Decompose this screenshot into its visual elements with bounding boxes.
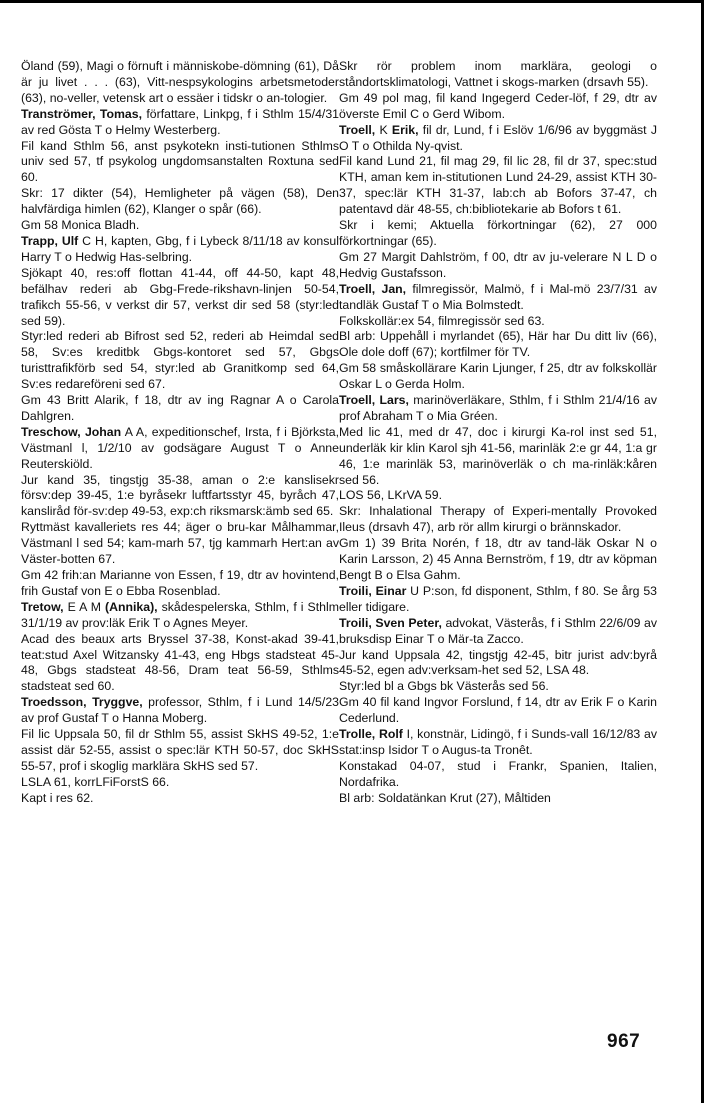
entry-paragraph — [21, 218, 339, 234]
entry-text: Gm 1) 39 Brita Norén, f 18, dtr av tand-läk Oskar N o Karin Larsson, 2) 45 Anna Bernström, f 19, dtr av köpman Bengt B o Elsa Gahm. — [339, 536, 657, 582]
entry-paragraph — [21, 393, 339, 425]
entry-text: Sjökapt 40, res:off flottan 41-44, off 44-50, kapt 48, befälhav rederi ab Gbg-Frede-rikshavn-linjen 50-54, trafikch 55-56, v verkst dir 57, verkst dir sed 58 (styr:led sed 59). — [21, 265, 339, 328]
entry-paragraph — [339, 218, 657, 250]
biography-entry — [21, 600, 339, 632]
entry-paragraph — [339, 504, 657, 536]
entry-text: Acad des beaux arts Bryssel 37-38, Konst-akad 39-41, teat:stud Axel Witzansky 41-43, eng Hbgs stadsteat 45-48, Gbgs stadsteat 48-56, Dram teat 56-59, Sthlms stadsteat sed 60. — [21, 631, 339, 694]
page-number: 967 — [607, 1031, 641, 1052]
entry-text: Jur kand 35, tingstjg 35-38, aman o 2:e kanslisekr försv:dep 39-45, 1:e byråsekr luftfartsstyr 45, byråch 47, kanslіråd för-sv:dep 49-53, exp:ch riksmarsk:ämb sed 65. — [21, 472, 339, 519]
entry-text: C H, kapten, Gbg, f i Lybeck 8/11/18 av konsul Harry T o Hedwig Has-selbring. — [21, 233, 339, 264]
entry-paragraph — [21, 568, 339, 600]
biography-entry — [339, 282, 657, 314]
entry-text: advokat, Västerås, f i Sthlm 22/6/09 av bruksdisp Einar T o Mär-ta Zacco. — [339, 615, 657, 646]
entry-text: A A, expeditionschef, Irsta, f i Björksta, Västmanl l, 1/2/10 av godsägare August T o Anne Reuterskiöld. — [21, 424, 340, 471]
entry-name: Tranströmer, Tomas, — [21, 106, 142, 121]
entry-text: Skr: Inhalational Therapy of Experi-mentally Provoked Ileus (drsavh 47), arb rör allm kirurgi o brännskador. — [339, 504, 657, 535]
entry-paragraph — [21, 520, 339, 568]
entry-paragraph — [339, 648, 657, 680]
entry-name: Troili, Einar — [339, 583, 407, 598]
entry-paragraph — [339, 154, 657, 218]
entry-name: (Annika), — [104, 599, 158, 614]
entry-text: Öland (59), Magi o förnuft i människobe-dömning (61), Då är ju livet . . . (63), Vitt-nespsykologins arbetsmetoder (63), no-veller, vetensk art o essäer i tidskr o an-tologier. — [21, 59, 339, 105]
biography-entry — [339, 616, 657, 648]
entry-text: professor, Sthlm, f i Lund 14/5/23 av prof Gustaf T o Hanna Moberg. — [21, 695, 339, 726]
entry-paragraph — [21, 59, 339, 107]
entry-paragraph — [21, 139, 339, 187]
entry-paragraph — [339, 59, 657, 91]
entry-name: Tretow, — [21, 599, 64, 614]
entry-paragraph — [339, 679, 657, 695]
entry-text: Kapt i res 62. — [21, 790, 94, 805]
entry-text: Gm 58 Monica Bladh. — [21, 218, 140, 233]
entry-paragraph — [21, 791, 339, 807]
entry-text: Skr rör problem inom marklära, geologi o ståndortsklimatologi, Vattnet i skogs-marken (drsavh 55). — [339, 59, 657, 89]
biography-entry — [339, 123, 657, 155]
entry-paragraph — [339, 91, 657, 123]
biography-entry — [339, 393, 657, 425]
entry-name: Troili, Sven Peter, — [339, 615, 442, 630]
entry-name: Troell, Lars, — [339, 393, 409, 408]
biography-entry — [339, 727, 657, 759]
entry-text: Gm 27 Margit Dahlström, f 00, dtr av ju-velerare N L D o Hedvig Gustafsson. — [339, 249, 657, 280]
entry-text: fil dr, Lund, f i Eslöv 1/6/96 av byggmäst J O T o Othilda Ny-qvist. — [339, 122, 657, 153]
entry-name: Trapp, Ulf — [21, 233, 79, 248]
entry-paragraph — [339, 329, 657, 361]
entry-paragraph — [339, 536, 657, 584]
entry-text: Bl arb: Uppehåll i myrlandet (65), Här har Du ditt liv (66), Ole dole doff (67); kortfilmer för TV. — [339, 329, 657, 360]
biography-entry — [21, 425, 339, 473]
entry-name: Trolle, Rolf — [339, 727, 403, 742]
entry-text: Fil lic Uppsala 50, fil dr Sthlm 55, assist SkHS 49-52, 1:e assist där 52-55, assist o spec:lär KTH 50-57, doc SkHS 55-57, prof i skoglig marklära SkHS sed 57. — [21, 727, 339, 773]
entry-text: LOS 56, LKrVA 59. — [339, 488, 442, 503]
entry-text: Gm 43 Britt Alarik, f 18, dtr av ing Ragnar A o Carola Dahlgren. — [21, 393, 339, 423]
entry-name: Erik, — [391, 122, 419, 137]
entry-text: marinöverläkare, Sthlm, f i Sthlm 21/4/16 av prof Abraham T o Mia Gréen. — [339, 393, 657, 423]
right-column — [339, 59, 657, 807]
entry-paragraph — [21, 775, 339, 791]
entry-name: Treschow, Johan — [21, 424, 122, 439]
entry-text: U P:son, fd disponent, Sthlm, f 80. Se årg 53 eller tidigare. — [339, 583, 657, 614]
entry-paragraph — [339, 361, 657, 393]
entry-text: författare, Linkpg, f i Sthlm 15/4/31 av red Gösta T o Helmy Westerberg. — [21, 106, 339, 137]
entry-text: Skr i kemi; Aktuella förkortningar (62), 27 000 förkortningar (65). — [339, 218, 657, 248]
page-border-top — [0, 0, 704, 3]
entry-text: Gm 49 pol mag, fil kand Ingegerd Ceder-löf, f 29, dtr av överste Emil C o Gerd Wibom. — [339, 90, 657, 121]
entry-paragraph — [339, 759, 657, 791]
entry-paragraph — [339, 791, 657, 807]
entry-text: Gm 58 småskollärare Karin Ljunger, f 25, dtr av folkskollär Oskar L o Gerda Holm. — [339, 361, 657, 392]
entry-paragraph — [21, 186, 339, 218]
entry-text: K — [375, 122, 392, 137]
entry-name: Troell, Jan, — [339, 281, 407, 296]
biography-entry — [339, 584, 657, 616]
entry-text: Bl arb: Soldatänkan Krut (27), Måltiden — [339, 790, 551, 805]
entry-paragraph — [21, 266, 339, 330]
entry-text: Jur kand Uppsala 42, tingstjg 42-45, bitr jurist adv:byrå 45-52, egen adv:verksam-het sed 52, LSA 48. — [339, 647, 657, 678]
entry-text: E A M — [63, 599, 105, 614]
entry-text: LSLA 61, korrLFiForstS 66. — [21, 774, 170, 789]
entry-paragraph — [21, 473, 339, 521]
entry-text: Styr:led bl a Gbgs bk Västerås sed 56. — [339, 679, 549, 694]
entry-paragraph — [21, 329, 339, 393]
entry-paragraph — [21, 727, 339, 775]
entry-name: Troedsson, Tryggve, — [21, 695, 143, 710]
entry-name: Troell, — [339, 122, 376, 137]
entry-paragraph — [339, 250, 657, 282]
biography-entry — [21, 107, 339, 139]
entry-paragraph — [339, 488, 657, 504]
entry-text: Fil kand Sthlm 56, anst psykotekn insti-tutionen Sthlms univ sed 57, tf psykolog ungdomsanstalten Roxtuna sed 60. — [21, 138, 339, 185]
entry-paragraph — [339, 695, 657, 727]
entry-paragraph — [21, 632, 339, 696]
entry-text: Styr:led rederi ab Bifrost sed 52, rederi ab Heimdal sed 58, Sv:es kreditbk Gbgs-kontoret sed 57, Gbgs turisttrafikförb sed 54, styr:led ab Granitkomp sed 64, Sv:es redareföreni sed 67. — [21, 329, 339, 392]
entry-text: Gm 40 fil kand Ingvor Forslund, f 14, dtr av Erik F o Karin Cederlund. — [339, 695, 657, 726]
entry-paragraph — [339, 425, 657, 489]
entry-text: Konstakad 04-07, stud i Frankr, Spanien, Italien, Nordafrika. — [339, 758, 657, 789]
biography-entry — [21, 695, 339, 727]
entry-text: skådespelerska, Sthlm, f i Sthlm 31/1/19 av prov:läk Erik T o Agnes Meyer. — [21, 599, 339, 630]
entry-text: I, konstnär, Lidingö, f i Sunds-vall 16/12/83 av stat:insp Isidor T o Augus-ta Tronêt. — [339, 727, 657, 757]
entry-text: filmregissör, Malmö, f i Mal-mö 23/7/31 av tandläk Gustaf T o Mia Bolmstedt. — [339, 281, 657, 312]
entry-text: Fil kand Lund 21, fil mag 29, fil lic 28, fil dr 37, spec:stud KTH, aman kem in-stitutionen Lund 24-29, assist KTH 30-37, spec:lär KTH 31-37, lab:ch ab Bofors 37-47, ch patentavd där 48-55, ch:bibliotekarie ab Bofors t 61. — [339, 154, 657, 217]
left-column — [21, 59, 339, 807]
biography-entry — [21, 234, 339, 266]
entry-text: Ryttmäst kavalleriets res 44; äger o bru-kar Målhammar, Västmanl l sed 54; kam-marh 57, tjg kammarh Hert:an av Väster-botten 67. — [21, 520, 339, 567]
entry-text: Med lic 41, med dr 47, doc i kirurgi Ka-rol inst sed 51, underläk kir klin Karol sjh 41-56, marinläk 2:e gr 44, 1:a gr 46, 1:e marinläk 53, marinöverläk o ch ma-rinläk:kåren sed 56. — [339, 424, 657, 487]
entry-text: Skr: 17 dikter (54), Hemligheter på vägen (58), Den halvfärdiga himlen (62), Klanger o spår (66). — [21, 186, 339, 217]
entry-paragraph — [339, 314, 657, 330]
entry-text: Gm 42 frih:an Marianne von Essen, f 19, dtr av hovintend, frih Gustaf von E o Ebba Rosenblad. — [21, 568, 339, 598]
entry-text: Folkskollär:ex 54, filmregissör sed 63. — [339, 313, 545, 328]
